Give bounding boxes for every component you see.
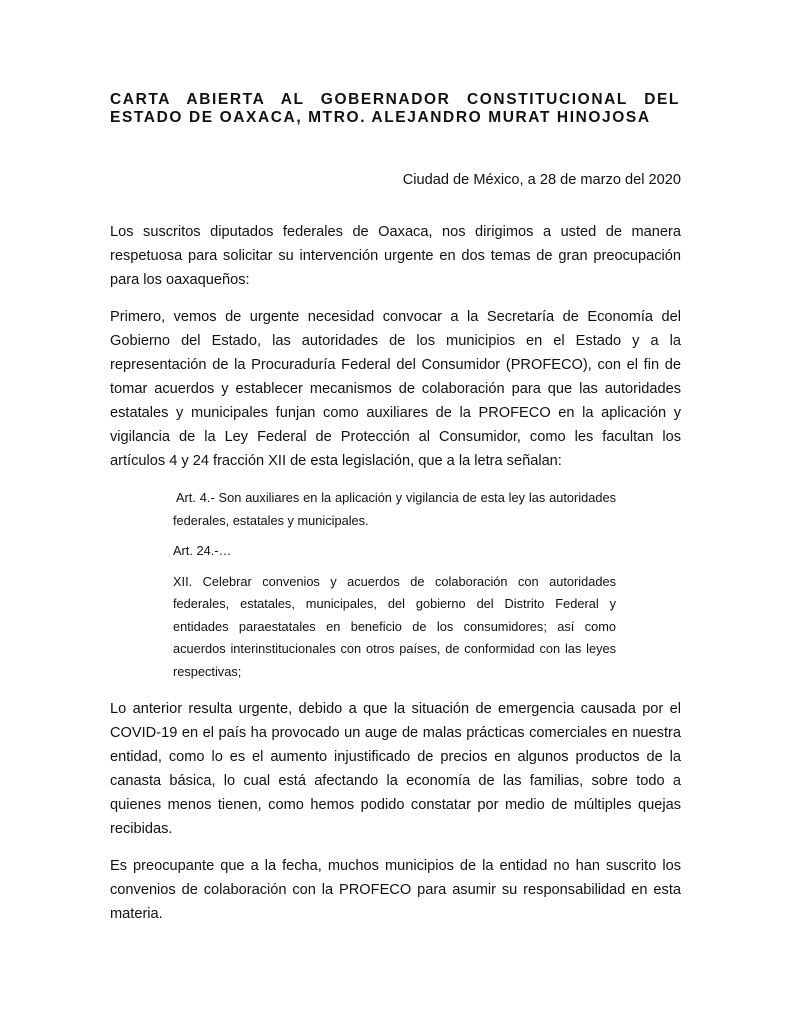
letter-dateline: Ciudad de México, a 28 de marzo del 2020 [402, 172, 681, 188]
paragraph-intro: Los suscritos diputados federales de Oaxaca, nos dirigimos a usted de manera respetuosa para solicitar su intervención urgente en dos temas de gran preocupación para los oaxaqueños: [110, 224, 681, 288]
paragraph-primero: Primero, vemos de urgente necesidad convocar a la Secretaría de Economía del Gobierno del Estado, las autoridades de los municipios en el Estado y a la representación de la Procuraduría Federal del Consumidor (PROFECO), con el fin de tomar acuerdos y establecer mecanismos de colaboración para que las autoridades estatales y municipales funjan como auxiliares de la PROFECO en la aplicación y vigilancia de la Ley Federal de Protección al Consumidor, como les facultan los artículos 4 y 24 fracción XII de esta legislación, que a la letra señalan: [110, 309, 681, 469]
letter-title: CARTA ABIERTA AL GOBERNADOR CONSTITUCIONAL DEL ESTADO DE OAXACA, MTRO. ALEJANDRO MURAT HINOJOSA [110, 91, 680, 126]
quote-art-4: Art. 4.- Son auxiliares en la aplicación y vigilancia de esta ley las autoridades federales, estatales y municipales. [173, 490, 616, 528]
paragraph-preocupacion: Es preocupante que a la fecha, muchos municipios de la entidad no han suscrito los convenios de colaboración con la PROFECO para asumir su responsabilidad en esta materia. [110, 858, 681, 922]
letter-body [110, 220, 681, 939]
paragraph-urgencia: Lo anterior resulta urgente, debido a que la situación de emergencia causada por el COVID-19 en el país ha provocado un auge de malas prácticas comerciales en nuestra entidad, como lo es el aumento injustificado de precios en algunos productos de la canasta básica, lo cual está afectando la economía de las familias, sobre todo a quienes menos tienen, como hemos podido constatar por medio de múltiples quejas recibidas. [110, 701, 681, 837]
quote-fraccion-xii: XII. Celebrar convenios y acuerdos de colaboración con autoridades federales, estatales, municipales, del gobierno del Distrito Federal y entidades paraestatales en beneficio de los consumidores; así como acuerdos interinstitucionales con otros países, de conformidad con las leyes respectivas; [173, 573, 616, 679]
quote-art-24: Art. 24.-… [173, 543, 232, 558]
